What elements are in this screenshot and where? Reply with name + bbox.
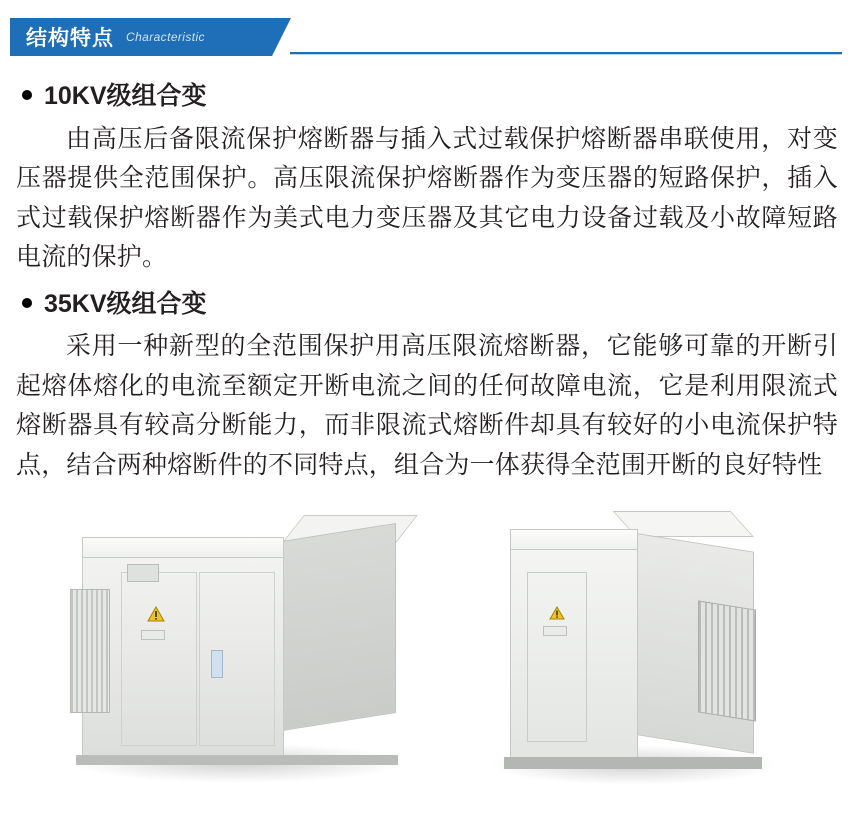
header-title-cn: 结构特点 xyxy=(26,27,114,50)
cabinet-side-panel xyxy=(282,523,396,731)
warning-triangle-icon xyxy=(147,606,165,622)
section-10kv-paragraph: 由高压后备限流保护熔断器与插入式过载保护熔断器串联使用，对变压器提供全范围保护。高压限流保护熔断器作为变压器的短路保护，插入式过载保护熔断器作为美式电力变压器及其它电力设备过载及小故障短路电流的保护。 xyxy=(16,124,838,271)
warning-triangle-icon xyxy=(549,606,565,620)
cabinet-base xyxy=(504,757,762,769)
cabinet-door-left xyxy=(121,572,197,746)
section-10kv-title: 10KV级组合变 xyxy=(44,82,207,110)
cabinet-front-panel xyxy=(510,549,638,763)
cabinet-door xyxy=(527,572,587,742)
cabinet-indicator-badge xyxy=(211,650,223,678)
product-photo-gallery xyxy=(0,499,850,809)
combined-transformer-photo-right xyxy=(470,505,810,805)
page-root xyxy=(0,10,850,830)
bullet-dot-icon xyxy=(22,90,32,100)
section-10kv xyxy=(16,78,838,278)
header-title-en: Characteristic xyxy=(126,30,205,44)
cabinet-nameplate xyxy=(141,630,165,640)
cabinet-base xyxy=(76,755,398,765)
combined-transformer-photo-left xyxy=(60,505,420,805)
section-header xyxy=(0,10,850,68)
section-35kv-heading xyxy=(22,286,838,324)
bullet-dot-icon xyxy=(22,298,32,308)
header-title-bar xyxy=(10,18,272,56)
cabinet-vent-plate xyxy=(127,564,159,582)
section-35kv xyxy=(16,286,838,486)
radiator-fins xyxy=(698,600,756,721)
header-rule-secondary xyxy=(290,54,842,55)
radiator-fins xyxy=(70,589,110,713)
section-35kv-title: 35KV级组合变 xyxy=(44,289,207,318)
content-body xyxy=(0,68,850,485)
cabinet-front-panel xyxy=(82,557,284,759)
cabinet-nameplate xyxy=(543,626,567,636)
section-35kv-paragraph: 采用一种新型的全范围保护用高压限流熔断器，它能够可靠的开断引起熔体熔化的电流至额定开断电流之间的任何故障电流，它是利用限流式熔断器具有较高分断能力，而非限流式熔断件却具有较好的小电流保护特点，结合两种熔断件的不同特点，组合为一体获得全范围开断的良好特性 xyxy=(16,332,838,479)
section-10kv-heading xyxy=(22,78,838,116)
